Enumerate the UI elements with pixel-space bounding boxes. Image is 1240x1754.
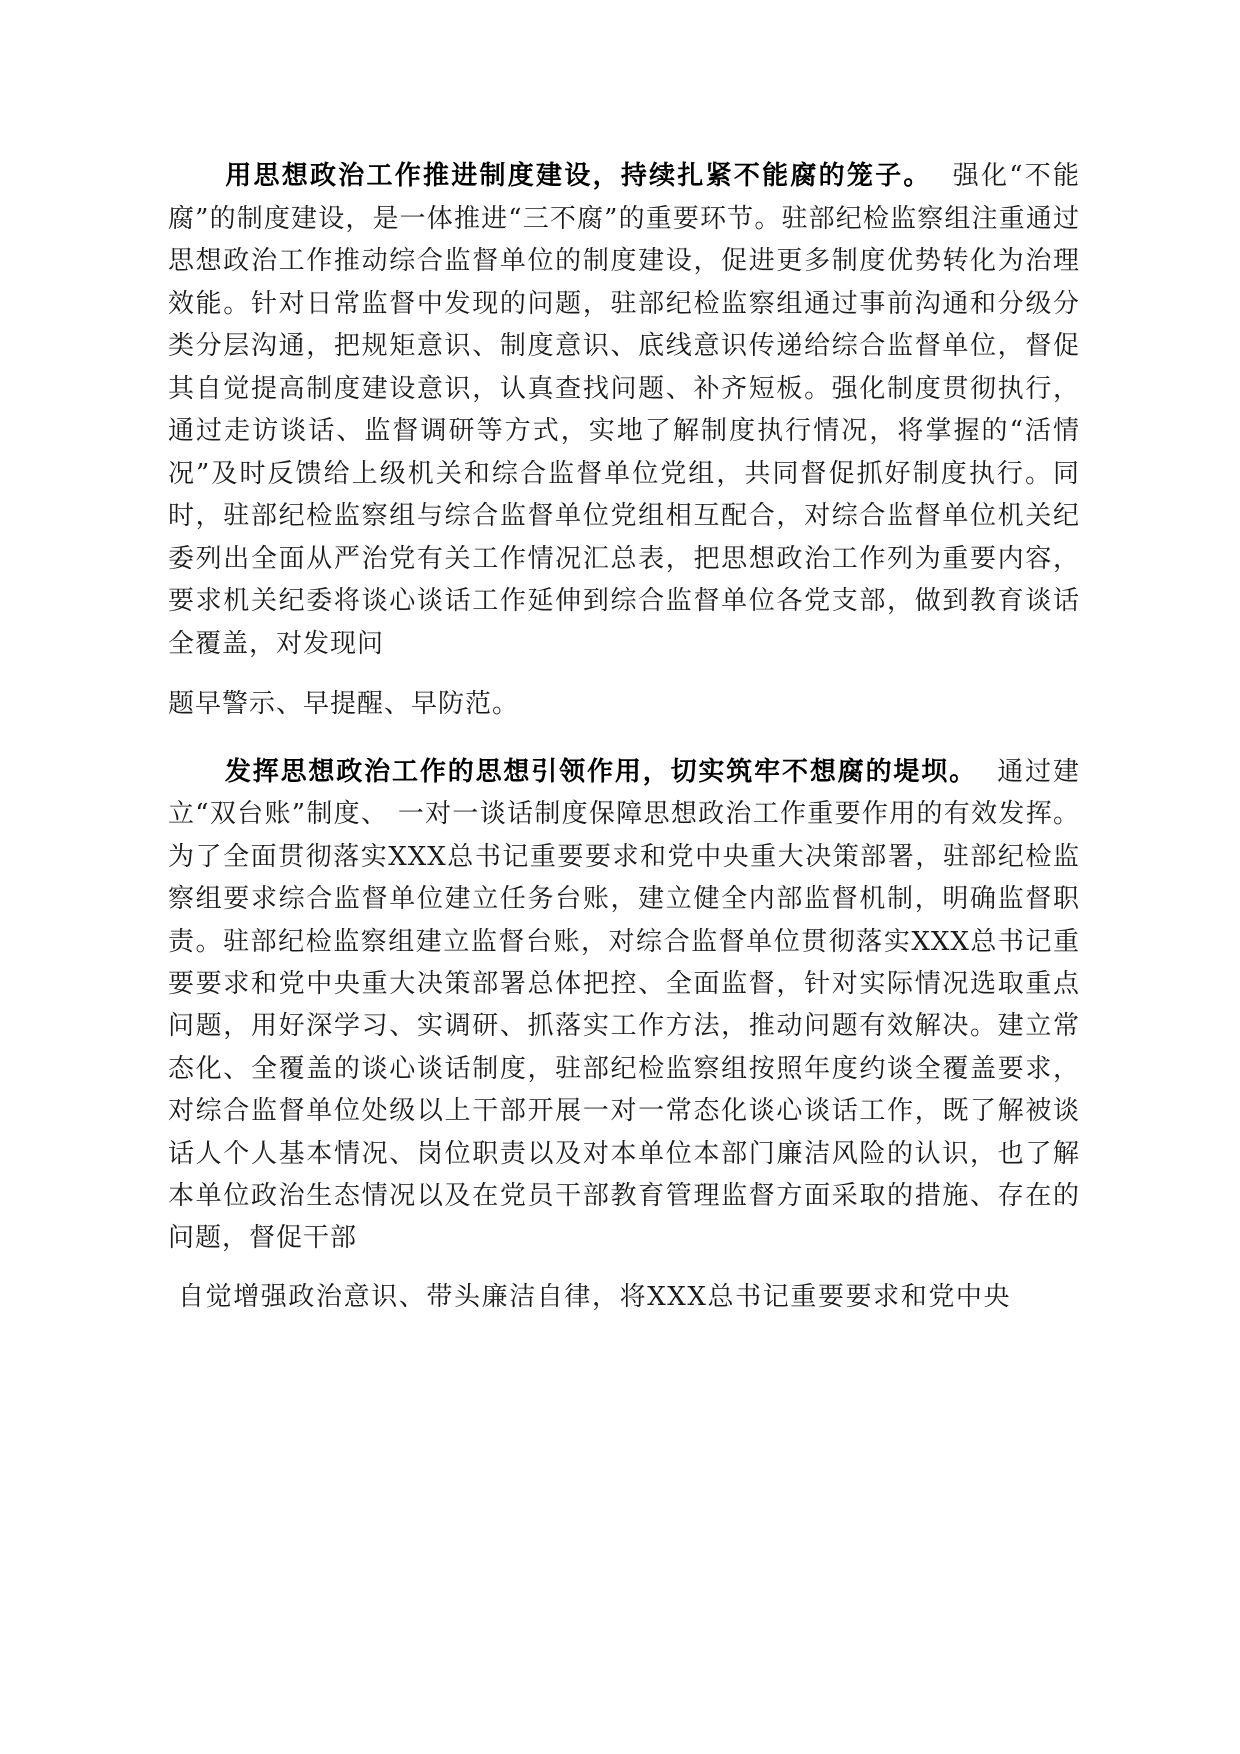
paragraph-continuation-line: 自觉增强政治意识、带头廉洁自律，将XXX总书记重要要求和党中央 <box>178 1282 1012 1312</box>
paragraph-institution-building <box>168 155 1080 726</box>
paragraph-body-text: 强化“不能腐”的制度建设，是一体推进“三不腐”的重要环节。驻部纪检监察组注重通过思想政治工作推动综合监督单位的制度建设，促进更多制度优势转化为治理效能。针对日常监督中发现的问题，驻部纪检监察组通过事前沟通和分级分类分层沟通，把规矩意识、制度意识、底线意识传递给综合监督单位，督促其自觉提高制度建设意识，认真查找问题、补齐短板。强化制度贯彻执行，通过走访谈话、监督调研等方式，实地了解制度执行情况，将掌握的“活情况”及时反馈给上级机关和综合监督单位党组，共同督促抓好制度执行。同时，驻部纪检监察组与综合监督单位党组相互配合，对综合监督单位机关纪委列出全面从严治党有关工作情况汇总表，把思想政治工作列为重要内容，要求机关纪委将谈心谈话工作延伸到综合监督单位各党支部，做到教育谈话全覆盖，对发现问 <box>168 161 1080 659</box>
paragraph-body-text: 通过建立“双台账”制度、 一对一谈话制度保障思想政治工作重要作用的有效发挥。为了全面贯彻落实XXX总书记重要要求和党中央重大决策部署，驻部纪检监察组要求综合监督单位建立任务台账，建立健全内部监督机制，明确监督职责。驻部纪检监察组建立监督台账，对综合监督单位贯彻落实XXX总书记重要要求和党中央重大决策部署总体把控、全面监督，针对实际情况选取重点问题，用好深学习、实调研、抓落实工作方法，推动问题有效解决。建立常态化、全覆盖的谈心谈话制度，驻部纪检监察组按照年度约谈全覆盖要求，对综合监督单位处级以上干部开展一对一常态化谈心谈话工作，既了解被谈话人个人基本情况、岗位职责以及对本单位本部门廉洁风险的认识，也了解本单位政治生态情况以及在党员干部教育管理监督方面采取的措施、存在的问题，督促干部 <box>168 757 1080 1254</box>
paragraph-lead-heading: 用思想政治工作推进制度建设，持续扎紧不能腐的笼子。 <box>224 161 932 191</box>
paragraph-ideological-guidance <box>168 751 1080 1260</box>
paragraph-closing-line: 题早警示、早提醒、早防范。 <box>168 689 520 719</box>
paragraph-lead-heading: 发挥思想政治工作的思想引领作用，切实筑牢不想腐的堤坝。 <box>224 757 978 787</box>
